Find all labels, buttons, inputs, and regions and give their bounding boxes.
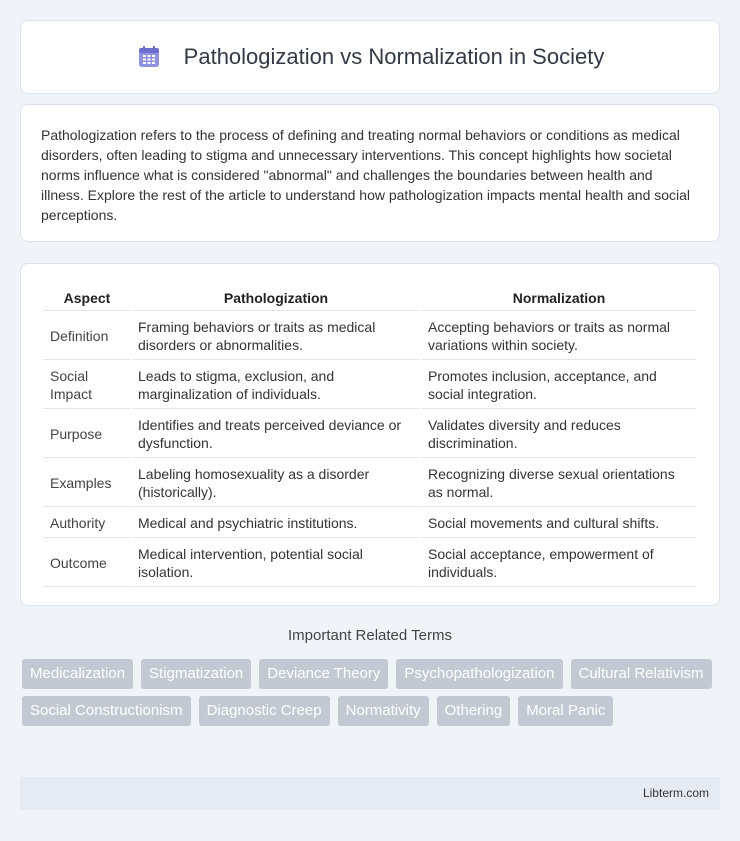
table-row (44, 460, 696, 507)
normalization-cell: Accepting behaviors or traits as normal variations within society. (422, 313, 696, 360)
pathologization-cell: Identifies and treats perceived deviance or dysfunction. (132, 411, 420, 458)
pathologization-cell: Leads to stigma, exclusion, and marginalization of individuals. (132, 362, 420, 409)
aspect-cell: Examples (44, 460, 130, 507)
term-tag[interactable]: Othering (437, 696, 511, 726)
page-title: Pathologization vs Normalization in Society (183, 44, 605, 69)
header-normalization: Normalization (422, 286, 696, 311)
footer-link[interactable]: Libterm.com (642, 786, 709, 800)
term-tag[interactable]: Cultural Relativism (571, 659, 712, 689)
aspect-cell: Authority (44, 509, 130, 538)
term-tag[interactable]: Deviance Theory (259, 659, 388, 689)
related-terms-title: Important Related Terms (288, 627, 452, 644)
pathologization-cell: Labeling homosexuality as a disorder (historically). (132, 460, 420, 507)
header-aspect: Aspect (44, 286, 130, 311)
intro-card (20, 104, 720, 242)
normalization-cell: Social movements and cultural shifts. (422, 509, 696, 538)
normalization-cell: Validates diversity and reduces discrimination. (422, 411, 696, 458)
header-card (20, 20, 720, 94)
table-row (44, 362, 696, 409)
aspect-cell: Purpose (44, 411, 130, 458)
term-tag[interactable]: Diagnostic Creep (199, 696, 330, 726)
normalization-cell: Promotes inclusion, acceptance, and social integration. (422, 362, 696, 409)
aspect-cell: Social Impact (44, 362, 130, 409)
term-tag[interactable]: Social Constructionism (22, 696, 191, 726)
footer (20, 777, 720, 810)
normalization-cell: Social acceptance, empowerment of individuals. (422, 540, 696, 587)
table-row (44, 540, 696, 587)
table-row (44, 509, 696, 538)
term-tag[interactable]: Moral Panic (518, 696, 613, 726)
pathologization-cell: Framing behaviors or traits as medical disorders or abnormalities. (132, 313, 420, 360)
aspect-cell: Definition (44, 313, 130, 360)
table-row (44, 411, 696, 458)
aspect-cell: Outcome (44, 540, 130, 587)
pathologization-cell: Medical intervention, potential social isolation. (132, 540, 420, 587)
term-tag[interactable]: Psychopathologization (396, 659, 562, 689)
comparison-table (42, 284, 698, 589)
calendar-grid-icon (136, 44, 162, 70)
table-row (44, 313, 696, 360)
term-tag[interactable]: Normativity (338, 696, 429, 726)
comparison-card (20, 263, 720, 606)
related-terms-list (22, 659, 722, 726)
pathologization-cell: Medical and psychiatric institutions. (132, 509, 420, 538)
intro-text: Pathologization refers to the process of defining and treating normal behaviors or conditions as medical disorders, often leading to stigma and unnecessary interventions. This concept highlights how societal norms influence what is considered "abnormal" and challenges the boundaries between health and illness. Explore the rest of the article to understand how pathologization impacts mental health and social perceptions. (41, 127, 691, 223)
term-tag[interactable]: Medicalization (22, 659, 133, 689)
normalization-cell: Recognizing diverse sexual orientations as normal. (422, 460, 696, 507)
term-tag[interactable]: Stigmatization (141, 659, 251, 689)
header-pathologization: Pathologization (132, 286, 420, 311)
table-header-row (44, 286, 696, 311)
